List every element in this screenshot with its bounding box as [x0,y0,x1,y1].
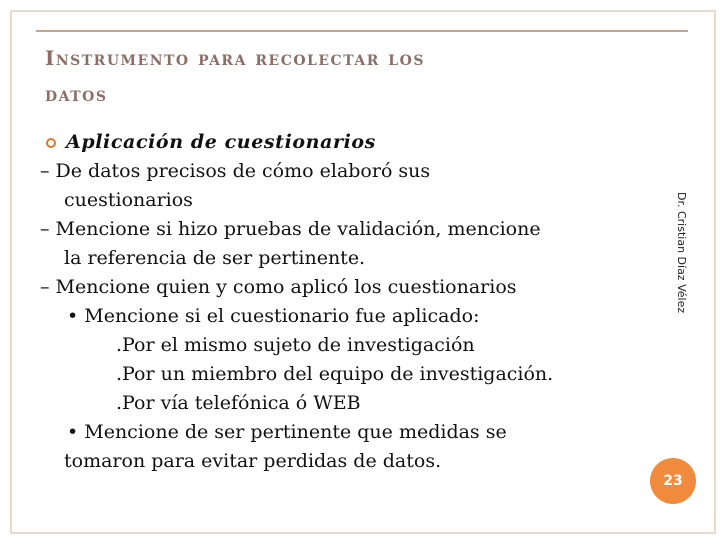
body-line: la referencia de ser pertinente. [64,247,366,269]
author-credit: Dr. Cristian Díaz Vélez [675,192,688,314]
body-line: .Por un miembro del equipo de investigación. [116,363,554,385]
slide-title-line-2: datos [45,82,108,106]
body-line: – De datos precisos de cómo elaboró sus [40,160,431,182]
top-rule [36,30,688,32]
body-line: .Por el mismo sujeto de investigación [116,334,475,356]
page-number-badge: 23 [650,458,696,504]
slide-body [40,128,640,476]
body-line: • Mencione de ser pertinente que medidas se [67,421,507,443]
body-line: – Mencione si hizo pruebas de validación, mencione [40,218,541,240]
body-line: • Mencione si el cuestionario fue aplicado: [67,305,480,327]
bullet-heading: Aplicación de cuestionarios [66,131,376,153]
main-bullet [40,128,640,157]
body-line: cuestionarios [64,189,193,211]
body-line: – Mencione quien y como aplicó los cuestionarios [40,276,517,298]
slide-title [45,40,645,112]
body-line: tomaron para evitar perdidas de datos. [64,450,442,472]
slide-title-line-1: Instrumento para recolectar los [45,46,425,70]
body-line: .Por vía telefónica ó WEB [116,392,361,414]
circle-bullet-icon [46,138,56,148]
